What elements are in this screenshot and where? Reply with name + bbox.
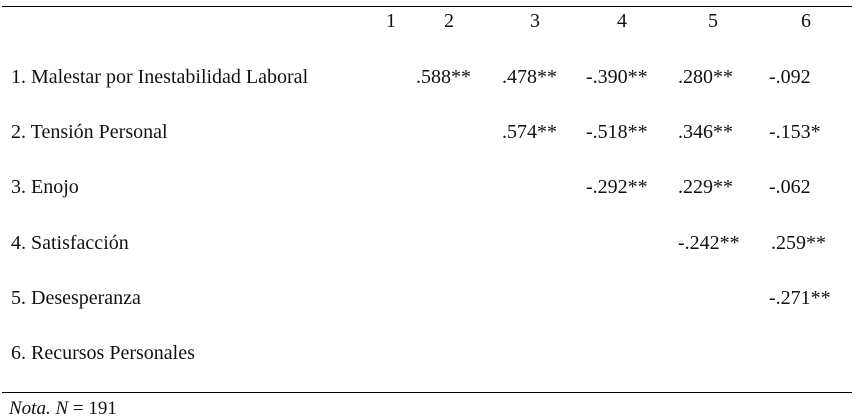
table-cell-4-6: .259** bbox=[771, 232, 826, 254]
table-cell-2-3: .574** bbox=[502, 121, 557, 143]
note-prefix: Nota. bbox=[9, 398, 51, 419]
column-header-2: 2 bbox=[444, 10, 454, 32]
table-cell-3-5: .229** bbox=[678, 176, 733, 198]
table-cell-2-6: -.153* bbox=[769, 121, 821, 143]
row-label-2: 2. Tensión Personal bbox=[11, 121, 168, 143]
column-header-5: 5 bbox=[708, 10, 718, 32]
table-cell-4-5: -.242** bbox=[678, 232, 740, 254]
column-header-3: 3 bbox=[530, 10, 540, 32]
table-note bbox=[9, 398, 117, 420]
note-n-value: = 191 bbox=[68, 398, 117, 419]
table-cell-3-6: -.062 bbox=[769, 176, 811, 198]
table-cell-1-3: .478** bbox=[502, 66, 557, 88]
column-header-6: 6 bbox=[801, 10, 811, 32]
row-label-6: 6. Recursos Personales bbox=[11, 342, 195, 364]
table-cell-3-4: -.292** bbox=[586, 176, 648, 198]
column-header-4: 4 bbox=[617, 10, 627, 32]
row-label-4: 4. Satisfacción bbox=[11, 232, 129, 254]
row-label-5: 5. Desesperanza bbox=[11, 287, 141, 309]
table-cell-2-5: .346** bbox=[678, 121, 733, 143]
table-cell-5-6: -.271** bbox=[769, 287, 831, 309]
table-cell-2-4: -.518** bbox=[586, 121, 648, 143]
table-cell-1-2: .588** bbox=[416, 66, 471, 88]
column-header-1: 1 bbox=[386, 10, 396, 32]
table-cell-1-4: -.390** bbox=[586, 66, 648, 88]
table-bottom-rule bbox=[2, 392, 852, 393]
note-n-symbol: N bbox=[55, 398, 69, 419]
row-label-3: 3. Enojo bbox=[11, 176, 79, 198]
row-label-1: 1. Malestar por Inestabilidad Laboral bbox=[11, 66, 309, 88]
table-cell-1-5: .280** bbox=[678, 66, 733, 88]
table-cell-1-6: -.092 bbox=[769, 66, 811, 88]
